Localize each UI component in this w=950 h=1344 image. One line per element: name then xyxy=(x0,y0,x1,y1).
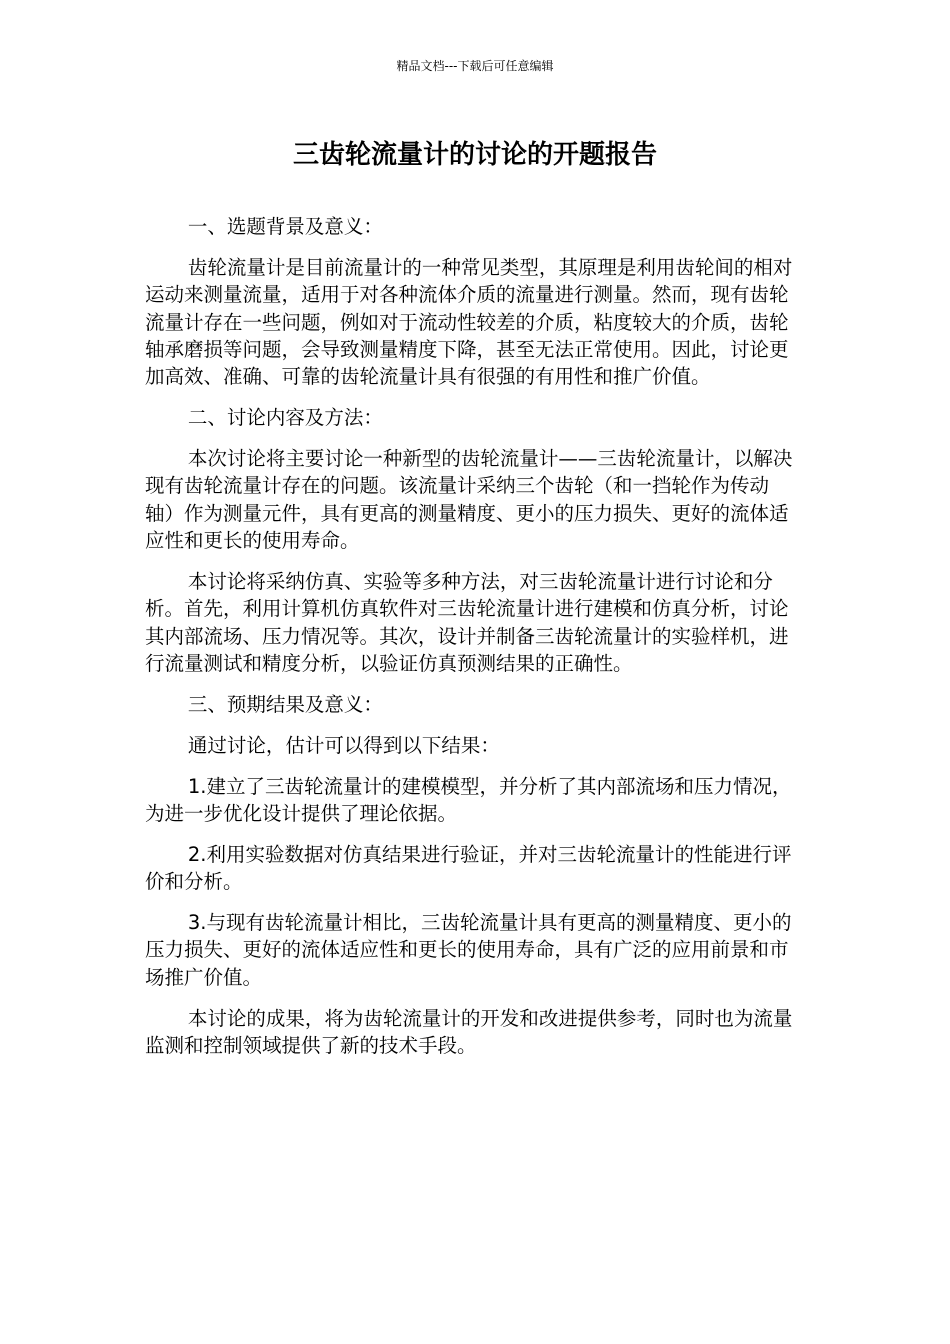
document-title: 三齿轮流量计的讨论的开题报告 xyxy=(292,140,657,170)
document-body xyxy=(145,213,796,1073)
paragraph-background: 齿轮流量计是目前流量计的一种常见类型，其原理是利用齿轮间的相对运动来测量流量，适用于对各种流体介质的流量进行测量。然而，现有齿轮流量计存在一些问题，例如对于流动性较差的介质，粘度较大的介质，齿轮轴承磨损等问题，会导致测量精度下降，甚至无法正常使用。因此，讨论更加高效、准确、可靠的齿轮流量计具有很强的有用性和推广价值。 xyxy=(145,255,793,389)
paragraph-content: 本次讨论将主要讨论一种新型的齿轮流量计——三齿轮流量计，以解决现有齿轮流量计存在的问题。该流量计采纳三个齿轮（和一挡轮作为传动轴）作为测量元件，具有更高的测量精度、更小的压力损失、更好的流体适应性和更长的使用寿命。 xyxy=(145,447,793,553)
section-heading-content-method: 二、讨论内容及方法： xyxy=(187,406,383,430)
header-note: 精品文档---下载后可任意编辑 xyxy=(396,59,554,73)
result-item-3: 3.与现有齿轮流量计相比，三齿轮流量计具有更高的测量精度、更小的压力损失、更好的流体适应性和更长的使用寿命，具有广泛的应用前景和市场推广价值。 xyxy=(145,911,792,989)
paragraph-results-intro: 通过讨论，估计可以得到以下结果： xyxy=(187,733,500,757)
result-item-2: 2.利用实验数据对仿真结果进行验证，并对三齿轮流量计的性能进行评价和分析。 xyxy=(145,842,792,894)
result-item-1: 1.建立了三齿轮流量计的建模模型，并分析了其内部流场和压力情况，为进一步优化设计提供了理论依据。 xyxy=(145,774,792,826)
paragraph-conclusion: 本讨论的成果，将为齿轮流量计的开发和改进提供参考，同时也为流量监测和控制领域提供了新的技术手段。 xyxy=(145,1006,793,1058)
section-heading-background: 一、选题背景及意义： xyxy=(187,215,383,238)
section-heading-expected-results: 三、预期结果及意义： xyxy=(187,693,383,717)
paragraph-method: 本讨论将采纳仿真、实验等多种方法，对三齿轮流量计进行讨论和分析。首先，利用计算机仿真软件对三齿轮流量计进行建模和仿真分析，讨论其内部流场、压力情况等。其次，设计并制备三齿轮流量计的实验样机，进行流量测试和精度分析，以验证仿真预测结果的正确性。 xyxy=(145,570,789,676)
